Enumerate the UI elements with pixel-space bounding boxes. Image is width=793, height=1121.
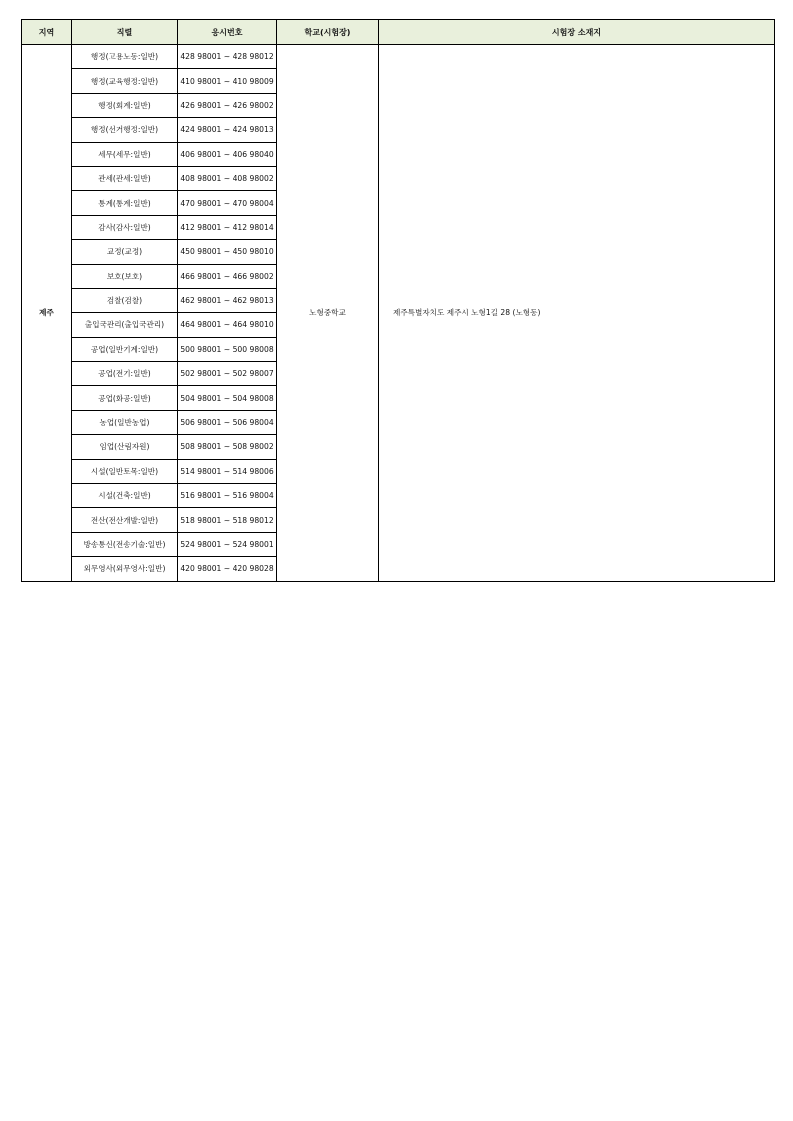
exam-number-cell: 466 98001 ~ 466 98002 [178, 264, 277, 288]
job-cell: 공업(화공:일반) [72, 386, 178, 410]
job-cell: 전산(전산개발:일반) [72, 508, 178, 532]
exam-venue-table [21, 19, 775, 582]
exam-number-cell: 470 98001 ~ 470 98004 [178, 191, 277, 215]
exam-number-cell: 426 98001 ~ 426 98002 [178, 93, 277, 117]
exam-number-cell: 500 98001 ~ 500 98008 [178, 337, 277, 361]
job-cell: 방송통신(전송기술:일반) [72, 532, 178, 556]
job-cell: 농업(일반농업) [72, 410, 178, 434]
exam-number-cell: 506 98001 ~ 506 98004 [178, 410, 277, 434]
exam-number-cell: 420 98001 ~ 420 98028 [178, 557, 277, 581]
exam-number-cell: 502 98001 ~ 502 98007 [178, 362, 277, 386]
job-cell: 공업(전기:일반) [72, 362, 178, 386]
exam-number-cell: 424 98001 ~ 424 98013 [178, 118, 277, 142]
job-cell: 행정(고용노동:일반) [72, 45, 178, 69]
header-exam-number: 응시번호 [178, 20, 277, 45]
exam-number-cell: 428 98001 ~ 428 98012 [178, 45, 277, 69]
job-cell: 행정(회계:일반) [72, 93, 178, 117]
header-job: 직렬 [72, 20, 178, 45]
job-cell: 출입국관리(출입국관리) [72, 313, 178, 337]
job-cell: 시설(건축:일반) [72, 484, 178, 508]
job-cell: 공업(일반기계:일반) [72, 337, 178, 361]
exam-number-cell: 504 98001 ~ 504 98008 [178, 386, 277, 410]
exam-number-cell: 514 98001 ~ 514 98006 [178, 459, 277, 483]
exam-number-cell: 508 98001 ~ 508 98002 [178, 435, 277, 459]
job-cell: 관세(관세:일반) [72, 166, 178, 190]
job-cell: 행정(선거행정:일반) [72, 118, 178, 142]
exam-number-cell: 462 98001 ~ 462 98013 [178, 288, 277, 312]
header-address: 시험장 소재지 [379, 20, 775, 45]
table-body [22, 45, 775, 582]
school-cell: 노형중학교 [277, 45, 379, 582]
exam-number-cell: 450 98001 ~ 450 98010 [178, 240, 277, 264]
exam-number-cell: 410 98001 ~ 410 98009 [178, 69, 277, 93]
job-cell: 세무(세무:일반) [72, 142, 178, 166]
job-cell: 행정(교육행정:일반) [72, 69, 178, 93]
job-cell: 통계(통계:일반) [72, 191, 178, 215]
exam-number-cell: 406 98001 ~ 406 98040 [178, 142, 277, 166]
region-cell: 제주 [22, 45, 72, 582]
header-region: 지역 [22, 20, 72, 45]
job-cell: 보호(보호) [72, 264, 178, 288]
exam-number-cell: 524 98001 ~ 524 98001 [178, 532, 277, 556]
exam-number-cell: 518 98001 ~ 518 98012 [178, 508, 277, 532]
address-cell: 제주특별자치도 제주시 노형1길 28 (노형동) [379, 45, 775, 582]
exam-number-cell: 516 98001 ~ 516 98004 [178, 484, 277, 508]
exam-number-cell: 412 98001 ~ 412 98014 [178, 215, 277, 239]
header-school: 학교(시험장) [277, 20, 379, 45]
job-cell: 임업(산림자원) [72, 435, 178, 459]
exam-number-cell: 408 98001 ~ 408 98002 [178, 166, 277, 190]
job-cell: 외무영사(외무영사:일반) [72, 557, 178, 581]
job-cell: 검찰(검찰) [72, 288, 178, 312]
job-cell: 교정(교정) [72, 240, 178, 264]
job-cell: 감사(감사:일반) [72, 215, 178, 239]
job-cell: 시설(일반토목:일반) [72, 459, 178, 483]
table-row [22, 45, 775, 69]
header-row [22, 20, 775, 45]
exam-number-cell: 464 98001 ~ 464 98010 [178, 313, 277, 337]
